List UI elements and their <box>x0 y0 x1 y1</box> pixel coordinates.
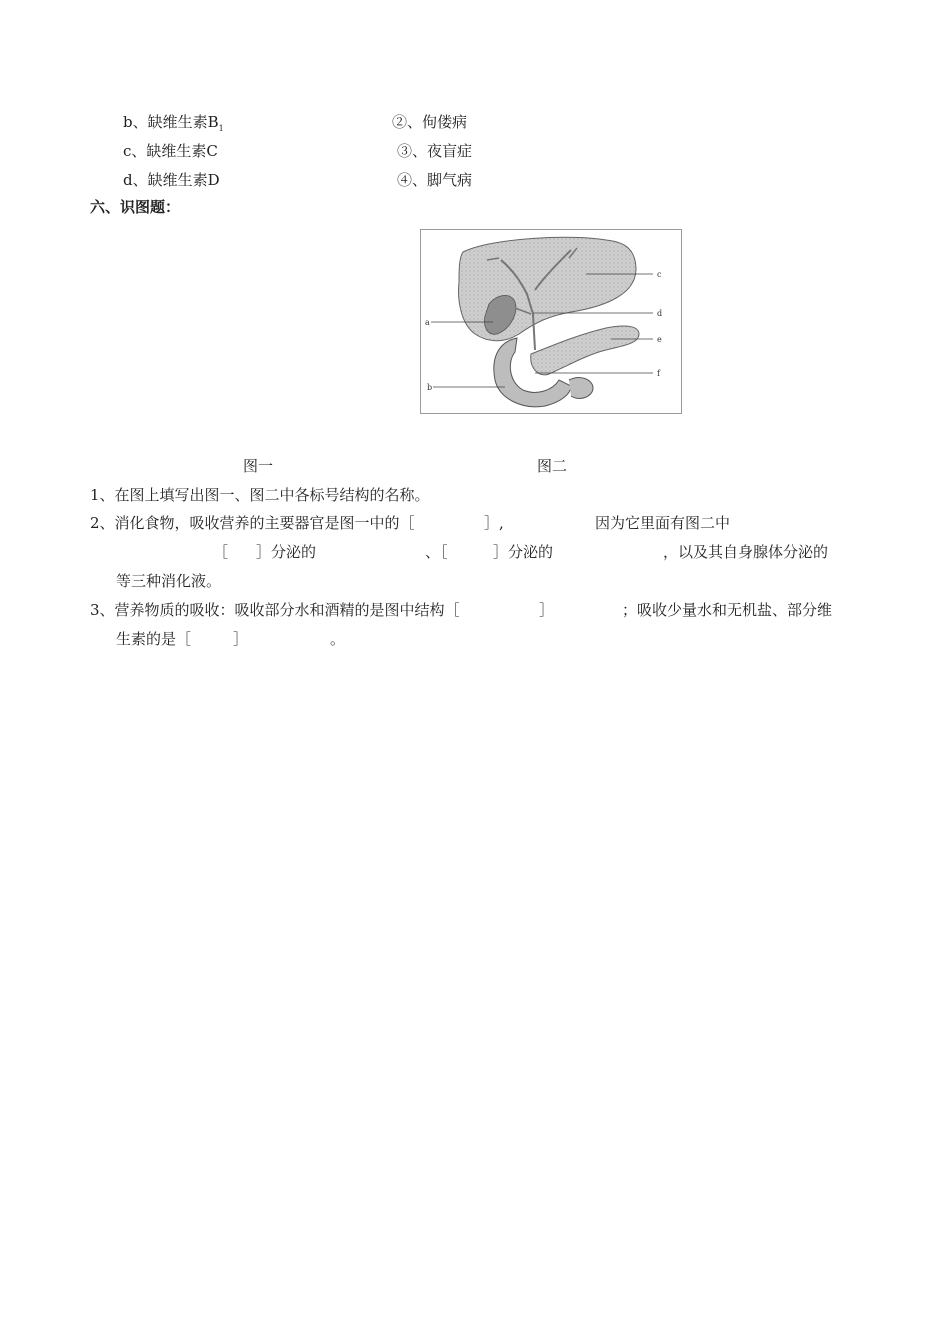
disease-item-4: ④、脚气病 <box>397 171 473 189</box>
question-3-part1: 3、营养物质的吸收：吸收部分水和酒精的是图中结构［ <box>90 601 460 619</box>
label-a: a <box>425 318 430 327</box>
label-c: c <box>657 270 662 279</box>
label-b: b <box>427 383 433 392</box>
question-2-part4: ［ <box>213 543 229 561</box>
question-2-part2: ］, <box>484 514 504 532</box>
question-2-part3: 因为它里面有图二中 <box>595 514 731 532</box>
caption-figure-2: 图二 <box>537 457 568 475</box>
question-3-part2: ］ <box>539 601 555 619</box>
question-2-part7: ］分泌的 <box>493 543 554 561</box>
question-3-part3: ；吸收少量水和无机盐、部分维 <box>622 601 833 619</box>
question-2-part5: ］分泌的 <box>256 543 317 561</box>
label-f: f <box>657 369 660 378</box>
caption-figure-1: 图一 <box>243 457 274 475</box>
pancreas-shape <box>531 326 639 375</box>
question-3-part4: 生素的是［ <box>116 630 192 648</box>
vitamin-subscript: 1 <box>218 124 224 133</box>
question-3-part5: ］ <box>233 630 249 648</box>
label-e: e <box>657 335 662 344</box>
disease-item-2: ②、佝偻病 <box>392 113 468 131</box>
question-2-part9: 等三种消化液。 <box>116 572 222 590</box>
question-3-part6: 。 <box>330 630 346 648</box>
digestive-organs-figure <box>420 229 682 414</box>
vitamin-item-b <box>123 112 224 139</box>
question-2-part8: ，以及其自身腺体分泌的 <box>663 543 829 561</box>
vitamin-item-text: b、缺维生素B <box>123 113 219 131</box>
vitamin-item-d: d、缺维生素D <box>123 171 220 189</box>
question-2-part6: 、［ <box>425 543 448 561</box>
label-d: d <box>657 309 663 318</box>
disease-item-3: ③、夜盲症 <box>397 142 473 160</box>
section-heading: 六、识图题： <box>90 198 181 216</box>
question-2-part1: 2、消化食物，吸收营养的主要器官是图一中的［ <box>90 514 415 532</box>
question-1: 1、在图上填写出图一、图二中各标号结构的名称。 <box>90 486 430 504</box>
digestive-organs-illustration <box>421 230 681 413</box>
vitamin-item-c: c、缺维生素C <box>123 142 218 160</box>
